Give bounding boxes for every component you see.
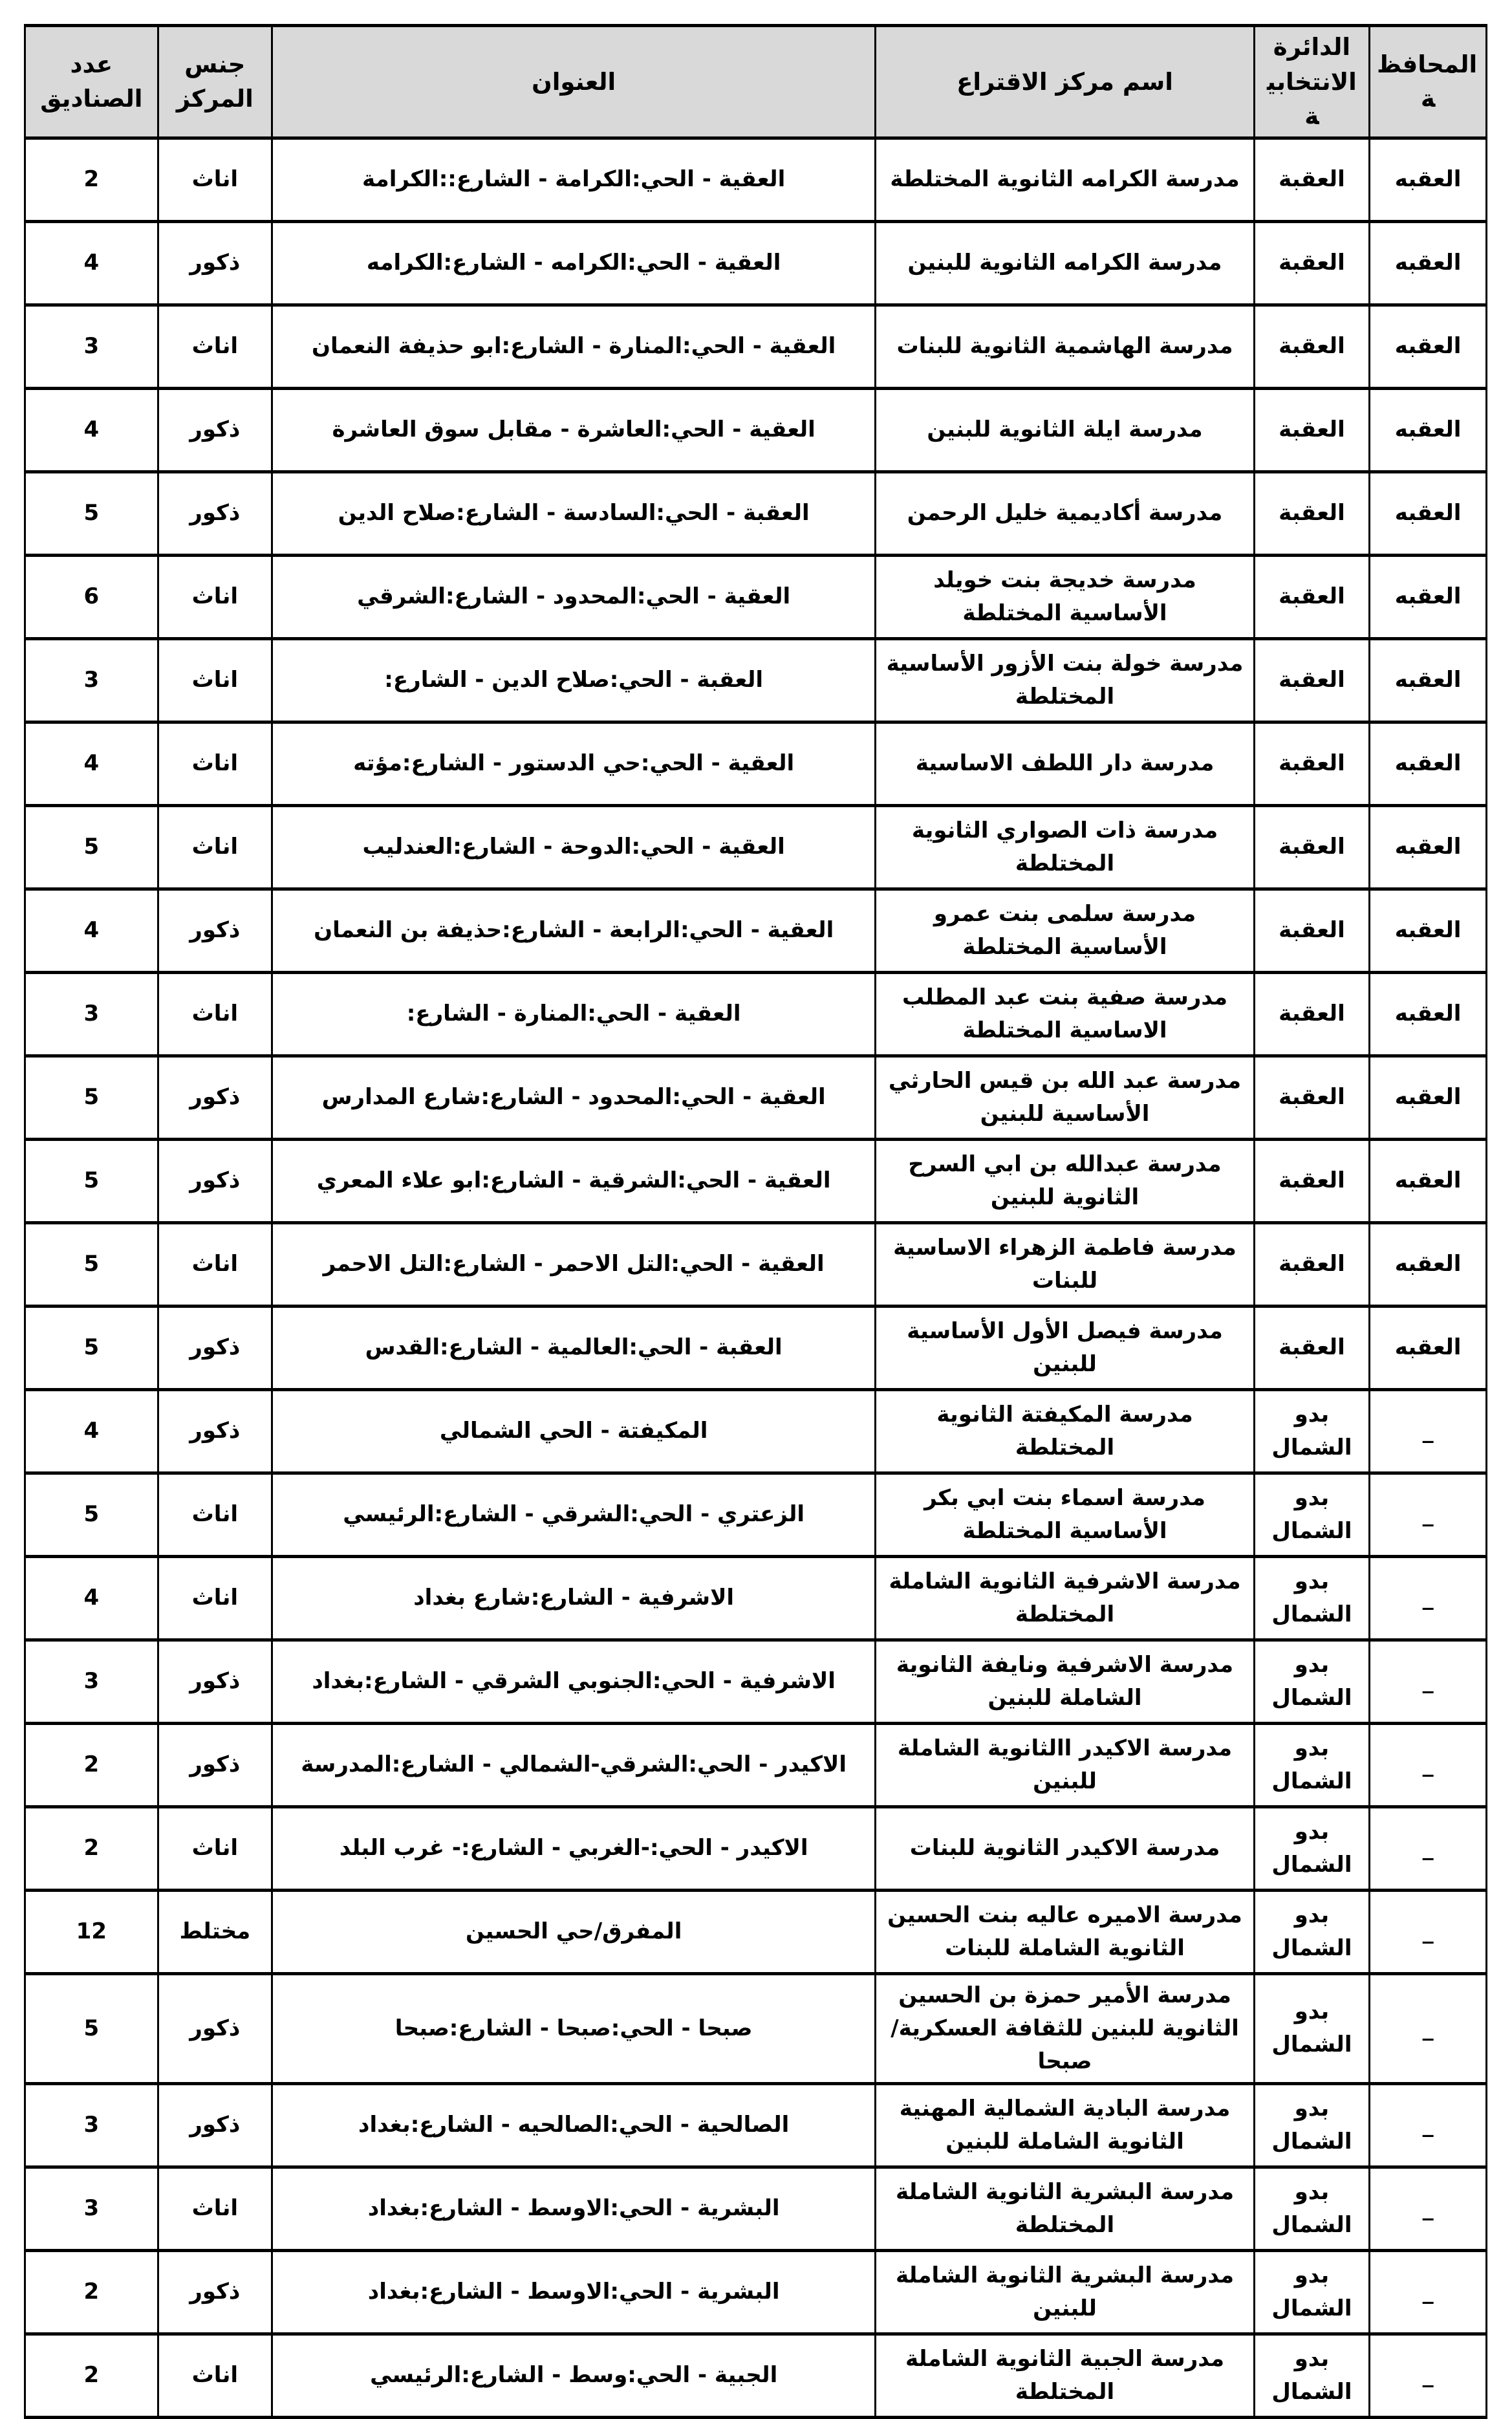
header-center-gender: جنس المركز [158, 26, 272, 138]
cell-center-gender: ذكور [158, 1139, 272, 1222]
cell-address: العقبة - الحي:السادسة - الشارع:صلاح الدين [272, 472, 875, 555]
cell-electoral-district: بدو الشمال [1254, 1556, 1370, 1640]
cell-polling-center-name: مدرسة ذات الصواري الثانوية المختلطة [876, 805, 1254, 889]
cell-electoral-district: العقبة [1254, 305, 1370, 388]
cell-address: العقية - الحي:الرابعة - الشارع:حذيفة بن النعمان [272, 889, 875, 972]
cell-boxes-count: 3 [25, 972, 158, 1056]
cell-center-gender: ذكور [158, 1306, 272, 1389]
table-row [25, 1389, 1487, 1473]
cell-governorate: العقبه [1370, 638, 1487, 722]
cell-governorate: _ [1370, 1389, 1487, 1473]
cell-boxes-count: 3 [25, 2167, 158, 2250]
table-header-row [25, 26, 1487, 138]
cell-polling-center-name: مدرسة صفية بنت عبد المطلب الاساسية المختلطة [876, 972, 1254, 1056]
cell-center-gender: اناث [158, 1556, 272, 1640]
cell-governorate: _ [1370, 1890, 1487, 1973]
cell-address: العقية - الحي:الكرامه - الشارع:الكرامه [272, 221, 875, 305]
cell-address: العقية - الحي:الشرقية - الشارع:ابو علاء المعري [272, 1139, 875, 1222]
cell-boxes-count: 5 [25, 1973, 158, 2083]
cell-center-gender: مختلط [158, 1890, 272, 1973]
cell-polling-center-name: مدرسة دار اللطف الاساسية [876, 722, 1254, 805]
cell-boxes-count: 4 [25, 722, 158, 805]
cell-boxes-count: 3 [25, 305, 158, 388]
table-row [25, 1306, 1487, 1389]
cell-center-gender: اناث [158, 638, 272, 722]
cell-boxes-count: 5 [25, 1056, 158, 1139]
cell-address: الاكيدر - الحي:-الغربي - الشارع:- غرب البلد [272, 1806, 875, 1890]
cell-address: المفرق/حي الحسين [272, 1890, 875, 1973]
cell-boxes-count: 4 [25, 388, 158, 472]
cell-electoral-district: العقبة [1254, 805, 1370, 889]
cell-governorate: العقبه [1370, 722, 1487, 805]
cell-governorate: _ [1370, 2334, 1487, 2417]
cell-electoral-district: بدو الشمال [1254, 1723, 1370, 1806]
cell-boxes-count: 6 [25, 555, 158, 638]
table-row [25, 138, 1487, 221]
cell-electoral-district: بدو الشمال [1254, 2250, 1370, 2334]
cell-center-gender: ذكور [158, 2083, 272, 2167]
table-row [25, 555, 1487, 638]
cell-boxes-count: 5 [25, 1139, 158, 1222]
cell-center-gender: اناث [158, 1222, 272, 1306]
table-row [25, 221, 1487, 305]
cell-boxes-count: 2 [25, 138, 158, 221]
table-row [25, 305, 1487, 388]
cell-electoral-district: بدو الشمال [1254, 1890, 1370, 1973]
cell-governorate: العقبه [1370, 1139, 1487, 1222]
cell-electoral-district: بدو الشمال [1254, 2083, 1370, 2167]
cell-address: البشرية - الحي:الاوسط - الشارع:بغداد [272, 2250, 875, 2334]
cell-center-gender: ذكور [158, 1973, 272, 2083]
cell-polling-center-name: مدرسة الجبية الثانوية الشاملة المختلطة [876, 2334, 1254, 2417]
cell-electoral-district: العقبة [1254, 388, 1370, 472]
cell-governorate: _ [1370, 2083, 1487, 2167]
cell-polling-center-name: مدرسة البادية الشمالية المهنية الثانوية الشاملة للبنين [876, 2083, 1254, 2167]
cell-electoral-district: العقبة [1254, 555, 1370, 638]
cell-boxes-count: 4 [25, 889, 158, 972]
table-row [25, 1723, 1487, 1806]
header-polling-center-name: اسم مركز الاقتراع [876, 26, 1254, 138]
table-row [25, 638, 1487, 722]
cell-governorate: _ [1370, 1723, 1487, 1806]
cell-address: الاشرفية - الشارع:شارع بغداد [272, 1556, 875, 1640]
cell-polling-center-name: مدرسة البشرية الثانوية الشاملة المختلطة [876, 2167, 1254, 2250]
cell-electoral-district: العقبة [1254, 1056, 1370, 1139]
cell-electoral-district: العقبة [1254, 1222, 1370, 1306]
cell-governorate: _ [1370, 1473, 1487, 1556]
cell-center-gender: ذكور [158, 221, 272, 305]
cell-electoral-district: بدو الشمال [1254, 1640, 1370, 1723]
cell-boxes-count: 2 [25, 1723, 158, 1806]
cell-polling-center-name: مدرسة خولة بنت الأزور الأساسية المختلطة [876, 638, 1254, 722]
cell-center-gender: اناث [158, 972, 272, 1056]
cell-address: العقية - الحي:المنارة - الشارع: [272, 972, 875, 1056]
cell-polling-center-name: مدرسة الكرامه الثانوية المختلطة [876, 138, 1254, 221]
cell-address: العقبة - الحي:صلاح الدين - الشارع: [272, 638, 875, 722]
cell-boxes-count: 5 [25, 472, 158, 555]
cell-polling-center-name: مدرسة الاشرفية الثانوية الشاملة المختلطة [876, 1556, 1254, 1640]
cell-governorate: العقبه [1370, 1306, 1487, 1389]
table-row [25, 1473, 1487, 1556]
cell-center-gender: ذكور [158, 1723, 272, 1806]
cell-electoral-district: بدو الشمال [1254, 1973, 1370, 2083]
cell-electoral-district: العقبة [1254, 138, 1370, 221]
cell-electoral-district: العقبة [1254, 722, 1370, 805]
cell-address: صبحا - الحي:صبحا - الشارع:صبحا [272, 1973, 875, 2083]
cell-governorate: العقبه [1370, 805, 1487, 889]
cell-boxes-count: 4 [25, 1389, 158, 1473]
table-row [25, 889, 1487, 972]
cell-governorate: _ [1370, 1640, 1487, 1723]
table-row [25, 1640, 1487, 1723]
cell-center-gender: اناث [158, 305, 272, 388]
cell-polling-center-name: مدرسة اسماء بنت ابي بكر الأساسية المختلطة [876, 1473, 1254, 1556]
cell-polling-center-name: مدرسة الاكيدر االثانوية الشاملة للبنين [876, 1723, 1254, 1806]
cell-address: الجبية - الحي:وسط - الشارع:الرئيسي [272, 2334, 875, 2417]
table-row [25, 722, 1487, 805]
cell-address: العقية - الحي:العاشرة - مقابل سوق العاشرة [272, 388, 875, 472]
polling-centers-document [24, 24, 1487, 2419]
cell-boxes-count: 5 [25, 1473, 158, 1556]
cell-boxes-count: 3 [25, 2083, 158, 2167]
cell-address: الزعتري - الحي:الشرقي - الشارع:الرئيسي [272, 1473, 875, 1556]
cell-polling-center-name: مدرسة الاشرفية ونايفة الثانوية الشاملة للبنين [876, 1640, 1254, 1723]
cell-address: الاشرفية - الحي:الجنوبي الشرقي - الشارع:بغداد [272, 1640, 875, 1723]
table-row [25, 805, 1487, 889]
cell-polling-center-name: مدرسة ايلة الثانوية للبنين [876, 388, 1254, 472]
cell-address: الاكيدر - الحي:الشرقي-الشمالي - الشارع:المدرسة [272, 1723, 875, 1806]
cell-electoral-district: العقبة [1254, 1306, 1370, 1389]
cell-center-gender: اناث [158, 2167, 272, 2250]
cell-governorate: العقبه [1370, 138, 1487, 221]
cell-boxes-count: 12 [25, 1890, 158, 1973]
cell-polling-center-name: مدرسة الكرامه الثانوية للبنين [876, 221, 1254, 305]
cell-center-gender: ذكور [158, 1389, 272, 1473]
cell-polling-center-name: مدرسة المكيفتة الثانوية المختلطة [876, 1389, 1254, 1473]
cell-polling-center-name: مدرسة الاكيدر الثانوية للبنات [876, 1806, 1254, 1890]
cell-center-gender: ذكور [158, 472, 272, 555]
cell-address: العقية - الحي:المنارة - الشارع:ابو حذيفة النعمان [272, 305, 875, 388]
cell-electoral-district: بدو الشمال [1254, 2167, 1370, 2250]
cell-governorate: _ [1370, 1973, 1487, 2083]
cell-center-gender: ذكور [158, 1640, 272, 1723]
cell-electoral-district: بدو الشمال [1254, 1473, 1370, 1556]
cell-center-gender: ذكور [158, 889, 272, 972]
cell-boxes-count: 2 [25, 2334, 158, 2417]
cell-governorate: العقبه [1370, 972, 1487, 1056]
cell-electoral-district: العقبة [1254, 221, 1370, 305]
cell-polling-center-name: مدرسة عبد الله بن قيس الحارثي الأساسية للبنين [876, 1056, 1254, 1139]
cell-governorate: العقبه [1370, 555, 1487, 638]
cell-polling-center-name: مدرسة الاميره عاليه بنت الحسين الثانوية الشاملة للبنات [876, 1890, 1254, 1973]
cell-address: العقية - الحي:التل الاحمر - الشارع:التل الاحمر [272, 1222, 875, 1306]
table-row [25, 2083, 1487, 2167]
cell-center-gender: ذكور [158, 388, 272, 472]
cell-center-gender: اناث [158, 138, 272, 221]
cell-governorate: _ [1370, 1806, 1487, 1890]
cell-boxes-count: 5 [25, 1306, 158, 1389]
table-row [25, 1556, 1487, 1640]
cell-center-gender: اناث [158, 2334, 272, 2417]
cell-governorate: العقبه [1370, 305, 1487, 388]
cell-boxes-count: 5 [25, 805, 158, 889]
cell-governorate: العقبه [1370, 1056, 1487, 1139]
cell-boxes-count: 5 [25, 1222, 158, 1306]
cell-address: المكيفتة - الحي الشمالي [272, 1389, 875, 1473]
table-row [25, 1056, 1487, 1139]
cell-boxes-count: 4 [25, 1556, 158, 1640]
table-row [25, 1973, 1487, 2083]
cell-address: العقبة - الحي:العالمية - الشارع:القدس [272, 1306, 875, 1389]
cell-center-gender: اناث [158, 555, 272, 638]
cell-boxes-count: 2 [25, 1806, 158, 1890]
cell-center-gender: اناث [158, 722, 272, 805]
header-electoral-district: الدائرة الانتخابية [1254, 26, 1370, 138]
cell-governorate: العقبه [1370, 1222, 1487, 1306]
table-row [25, 972, 1487, 1056]
cell-electoral-district: العقبة [1254, 889, 1370, 972]
table-body [25, 138, 1487, 2417]
cell-governorate: العقبه [1370, 472, 1487, 555]
polling-centers-table [24, 24, 1487, 2419]
cell-governorate: العقبه [1370, 221, 1487, 305]
cell-address: العقية - الحي:المحدود - الشارع:الشرقي [272, 555, 875, 638]
cell-governorate: _ [1370, 2250, 1487, 2334]
cell-electoral-district: العقبة [1254, 638, 1370, 722]
cell-polling-center-name: مدرسة البشرية الثانوية الشاملة للبنين [876, 2250, 1254, 2334]
cell-polling-center-name: مدرسة فيصل الأول الأساسية للبنين [876, 1306, 1254, 1389]
cell-address: الصالحية - الحي:الصالحيه - الشارع:بغداد [272, 2083, 875, 2167]
cell-electoral-district: بدو الشمال [1254, 1389, 1370, 1473]
table-row [25, 2167, 1487, 2250]
table-row [25, 1806, 1487, 1890]
cell-electoral-district: العقبة [1254, 472, 1370, 555]
cell-electoral-district: العقبة [1254, 972, 1370, 1056]
cell-polling-center-name: مدرسة سلمى بنت عمرو الأساسية المختلطة [876, 889, 1254, 972]
cell-polling-center-name: مدرسة عبدالله بن ابي السرح الثانوية للبنين [876, 1139, 1254, 1222]
cell-governorate: العقبه [1370, 388, 1487, 472]
cell-center-gender: اناث [158, 1473, 272, 1556]
cell-address: العقية - الحي:الكرامة - الشارع::الكرامة [272, 138, 875, 221]
table-row [25, 472, 1487, 555]
cell-governorate: _ [1370, 1556, 1487, 1640]
cell-address: العقية - الحي:الدوحة - الشارع:العندليب [272, 805, 875, 889]
cell-center-gender: ذكور [158, 2250, 272, 2334]
cell-polling-center-name: مدرسة خديجة بنت خويلد الأساسية المختلطة [876, 555, 1254, 638]
table-row [25, 1139, 1487, 1222]
cell-center-gender: اناث [158, 1806, 272, 1890]
cell-electoral-district: العقبة [1254, 1139, 1370, 1222]
cell-governorate: العقبه [1370, 889, 1487, 972]
header-boxes-count: عدد الصناديق [25, 26, 158, 138]
cell-governorate: _ [1370, 2167, 1487, 2250]
cell-address: العقية - الحي:المحدود - الشارع:شارع المدارس [272, 1056, 875, 1139]
cell-electoral-district: بدو الشمال [1254, 2334, 1370, 2417]
cell-boxes-count: 3 [25, 1640, 158, 1723]
cell-polling-center-name: مدرسة فاطمة الزهراء الاساسية للبنات [876, 1222, 1254, 1306]
cell-address: البشرية - الحي:الاوسط - الشارع:بغداد [272, 2167, 875, 2250]
cell-boxes-count: 3 [25, 638, 158, 722]
cell-polling-center-name: مدرسة الأمير حمزة بن الحسين الثانوية للبنين للثقافة العسكرية/صبحا [876, 1973, 1254, 2083]
cell-center-gender: اناث [158, 805, 272, 889]
cell-polling-center-name: مدرسة أكاديمية خليل الرحمن [876, 472, 1254, 555]
table-row [25, 2250, 1487, 2334]
header-governorate: المحافظة [1370, 26, 1487, 138]
cell-boxes-count: 2 [25, 2250, 158, 2334]
table-row [25, 2334, 1487, 2417]
cell-center-gender: ذكور [158, 1056, 272, 1139]
table-row [25, 1890, 1487, 1973]
header-address: العنوان [272, 26, 875, 138]
table-row [25, 1222, 1487, 1306]
table-row [25, 388, 1487, 472]
cell-address: العقية - الحي:حي الدستور - الشارع:مؤته [272, 722, 875, 805]
cell-polling-center-name: مدرسة الهاشمية الثانوية للبنات [876, 305, 1254, 388]
cell-electoral-district: بدو الشمال [1254, 1806, 1370, 1890]
cell-boxes-count: 4 [25, 221, 158, 305]
